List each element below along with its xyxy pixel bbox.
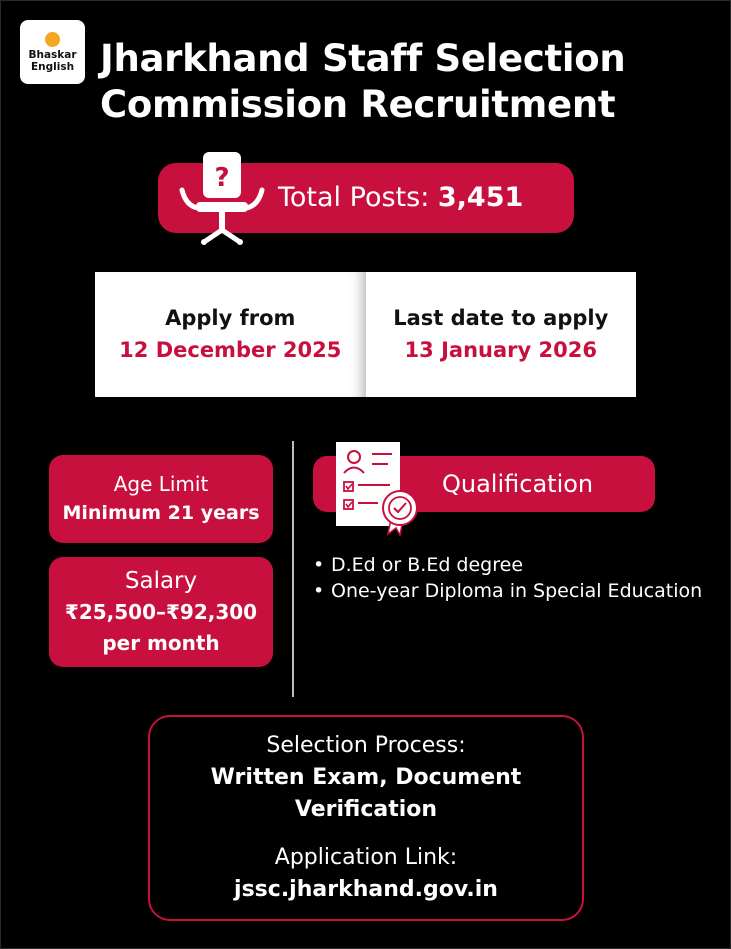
logo-line-2: English bbox=[30, 60, 75, 73]
qualification-item: • One-year Diploma in Special Education bbox=[313, 578, 713, 604]
selection-process-box bbox=[148, 715, 584, 921]
certificate-document-icon bbox=[334, 440, 424, 536]
selection-process-value: Written Exam, Document Verification bbox=[210, 765, 522, 822]
qualification-list bbox=[313, 552, 713, 604]
svg-text:?: ? bbox=[214, 163, 230, 193]
age-limit-value: Minimum 21 years bbox=[62, 502, 260, 524]
apply-from-date: 12 December 2025 bbox=[119, 337, 342, 362]
salary-range: ₹25,500–₹92,300 bbox=[64, 600, 258, 624]
age-limit-card bbox=[49, 455, 273, 543]
total-posts-label: Total Posts: bbox=[278, 182, 430, 213]
salary-card bbox=[49, 557, 273, 667]
total-posts-value: 3,451 bbox=[437, 182, 524, 213]
qualification-label: Qualification bbox=[442, 470, 594, 498]
logo-line-1: Bhaskar bbox=[28, 48, 77, 61]
chair-question-icon bbox=[176, 150, 268, 246]
dates-panel bbox=[95, 272, 636, 397]
last-date-block bbox=[366, 272, 637, 397]
salary-period: per month bbox=[102, 631, 220, 655]
age-limit-label: Age Limit bbox=[113, 472, 209, 496]
application-link-label: Application Link: bbox=[274, 845, 458, 870]
logo-dot bbox=[45, 32, 60, 47]
selection-process-label: Selection Process: bbox=[266, 733, 466, 758]
total-posts-text bbox=[278, 178, 523, 218]
qualification-item: • D.Ed or B.Ed degree bbox=[313, 552, 713, 578]
application-link[interactable]: jssc.jharkhand.gov.in bbox=[234, 877, 498, 902]
brand-logo bbox=[20, 20, 85, 84]
apply-from-label: Apply from bbox=[165, 305, 296, 330]
page-title: Jharkhand Staff Selection Commission Recruitment bbox=[100, 37, 626, 126]
column-divider bbox=[292, 441, 294, 697]
apply-from-block bbox=[95, 272, 366, 397]
last-date-label: Last date to apply bbox=[393, 305, 609, 330]
last-date-value: 13 January 2026 bbox=[404, 337, 597, 362]
salary-label: Salary bbox=[124, 568, 198, 594]
